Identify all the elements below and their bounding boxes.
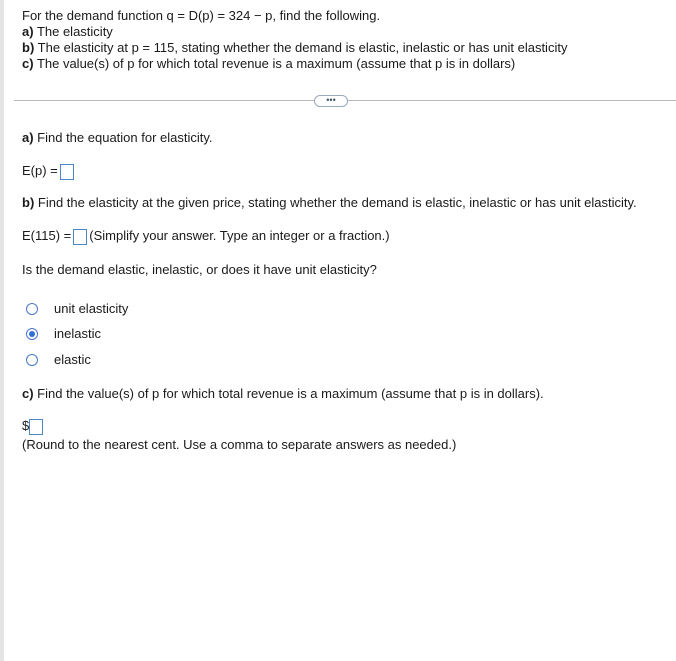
part-b-prompt: b) Find the elasticity at the given price, stating whether the demand is elastic, inelastic or has unit elasticity. <box>22 195 637 210</box>
part-c-answer: $ <box>22 418 45 435</box>
radio-unit-elasticity[interactable] <box>26 303 38 315</box>
option-label[interactable]: inelastic <box>54 326 101 341</box>
option-label[interactable]: elastic <box>54 352 91 367</box>
part-a-answer: E(p) = <box>22 163 76 180</box>
elasticity-input[interactable] <box>60 164 74 180</box>
question-b: b) The elasticity at p = 115, stating whether the demand is elastic, inelastic or has unit elasticity <box>22 40 568 55</box>
part-b-question: Is the demand elastic, inelastic, or does it have unit elasticity? <box>22 262 377 277</box>
elasticity-value-input[interactable] <box>73 229 87 245</box>
question-intro: For the demand function q = D(p) = 324 − p, find the following. <box>22 8 381 23</box>
question-c: c) The value(s) of p for which total revenue is a maximum (assume that p is in dollars) <box>22 56 516 71</box>
left-border <box>0 0 4 661</box>
part-a-prompt: a) Find the equation for elasticity. <box>22 130 213 145</box>
part-b-answer: E(115) = (Simplify your answer. Type an integer or a fraction.) <box>22 228 390 243</box>
question-a: a) The elasticity <box>22 24 113 39</box>
part-c-hint: (Round to the nearest cent. Use a comma to separate answers as needed.) <box>22 437 457 452</box>
option-label[interactable]: unit elasticity <box>54 301 129 316</box>
part-c-prompt: c) Find the value(s) of p for which total revenue is a maximum (assume that p is in dollars). <box>22 386 544 401</box>
more-button[interactable]: ••• <box>314 95 348 107</box>
radio-inelastic[interactable] <box>26 328 38 340</box>
radio-elastic[interactable] <box>26 354 38 366</box>
price-input[interactable] <box>29 419 43 435</box>
